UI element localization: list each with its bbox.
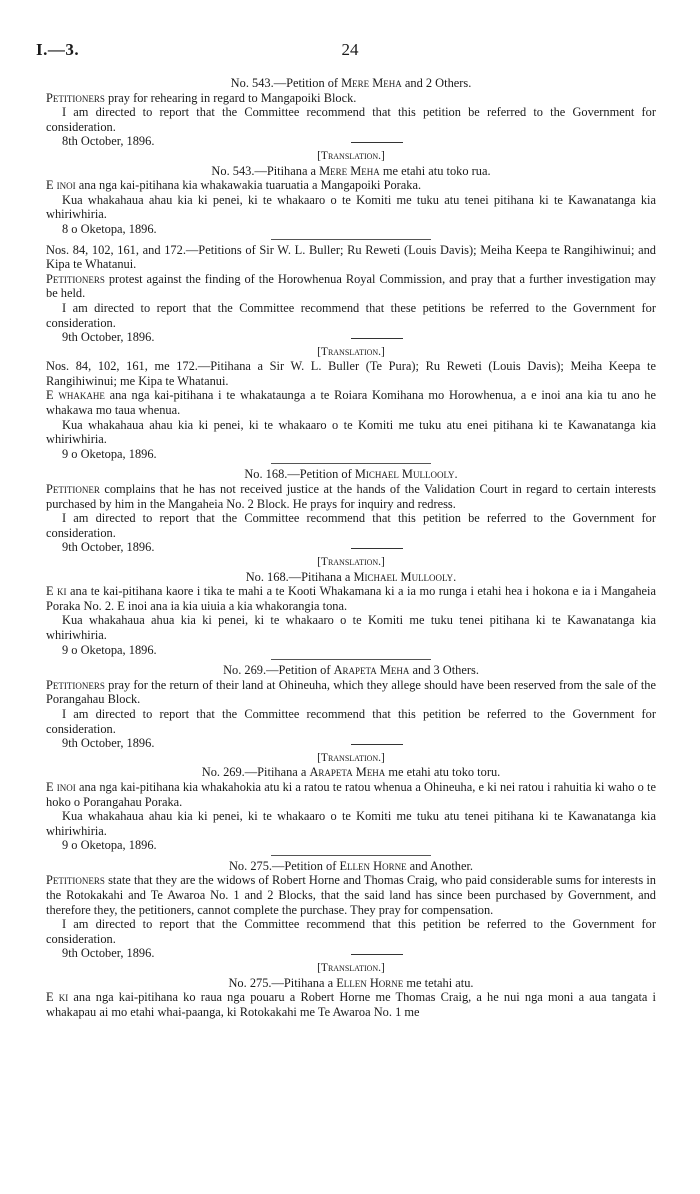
summary-lead-word: Petitioner	[46, 482, 100, 497]
petition-summary	[46, 178, 656, 193]
summary-lead-word: Petitioners	[46, 90, 105, 105]
translation-label: [Translation.]	[317, 556, 385, 568]
summary-text: pray for the return of their land at Ohineuha, which they allege should have been reserved from the sale of the Porangahau Block.	[46, 677, 656, 707]
paper-reference: I.—3.	[36, 40, 80, 59]
petition-title	[46, 765, 656, 780]
short-rule	[351, 744, 403, 745]
short-rule	[351, 954, 403, 955]
summary-lead-word: Petitioners	[46, 271, 105, 286]
petition-summary	[46, 780, 656, 809]
report-date: 9th October, 1896.	[62, 540, 155, 555]
petition-title	[46, 570, 656, 585]
report-date: 9th October, 1896.	[62, 330, 155, 345]
date-line	[46, 946, 656, 961]
summary-lead-word: E inoi	[46, 178, 76, 193]
date-line	[46, 643, 656, 658]
petition-title-prefix: No. 543.—Petition of	[230, 76, 342, 90]
petition-title-prefix: No. 168.—Pitihana a	[245, 569, 354, 584]
petition-section	[46, 663, 656, 751]
summary-lead-word: E ki	[46, 990, 69, 1005]
petition-title-suffix: .	[454, 467, 458, 482]
date-line	[46, 838, 656, 853]
translation-label: [Translation.]	[317, 149, 385, 162]
petition-section	[46, 149, 656, 240]
summary-lead-word: E ki	[46, 584, 67, 599]
report-date: 9 o Oketopa, 1896.	[62, 446, 157, 461]
petitioner-name: Arapeta Meha	[333, 663, 410, 678]
section-divider	[271, 239, 431, 240]
petition-section	[46, 345, 656, 465]
petitioner-name: Arapeta Meha	[309, 765, 386, 780]
page-header	[36, 40, 664, 64]
committee-report: I am directed to report that the Committee recommend that this petition be referred to the Government for consideration.	[46, 706, 656, 736]
report-date: 8 o Oketopa, 1896.	[62, 221, 157, 236]
summary-text: ana nga kai-pitihana kia whakahokia atu ki a ratou te ratou whenua a Ohineuha, e ki nei ratou i rahuitia ki waho o te hoko o Porangahau Poraka.	[46, 779, 656, 809]
date-line	[46, 330, 656, 345]
committee-report: Kua whakahaua ahau kia ki penei, ki te whakaaro o te Komiti me tuku atu tenei pitihana ki te Kawanatanga kia whiriwhiria.	[46, 192, 656, 222]
summary-text: pray for rehearing in regard to Mangapoiki Block.	[104, 90, 357, 105]
report-date: 9 o Oketopa, 1896.	[62, 642, 157, 657]
petitioner-name: Michael Mullooly	[354, 467, 455, 482]
petition-summary	[46, 990, 656, 1019]
summary-lead-word: Petitioners	[46, 873, 105, 888]
short-rule	[351, 338, 403, 339]
petition-title-suffix: and 2 Others.	[401, 76, 472, 90]
petition-title-suffix: and Another.	[406, 858, 473, 873]
petition-title	[46, 164, 656, 179]
summary-text: ana nga kai-pitihana i te whakataunga a te Roiara Komihana mo Horowhenua, a e inoi ana kia tu ano he whakawa mo taua whenua.	[46, 388, 656, 418]
section-divider	[271, 463, 431, 464]
summary-lead-word: E whakahe	[46, 388, 105, 403]
summary-lead-word: E inoi	[46, 779, 76, 794]
committee-report: Kua whakahaua ahau kia ki penei, ki te whakaaro o te Komiti me tuku atu enei pitihana ki te Kawanatanga kia whiriwhiria.	[46, 417, 656, 447]
report-date: 8th October, 1896.	[62, 134, 155, 149]
petition-title-text: Nos. 84, 102, 161, me 172.—Pitihana a Sir W. L. Buller (Te Pura); Ru Reweti (Louis Davis); Meiha Keepa te Rangihiwinui; me Kipa te Whatanui.	[46, 359, 656, 388]
translation-label: [Translation.]	[317, 962, 385, 975]
petition-title-text: Nos. 84, 102, 161, and 172.—Petitions of Sir W. L. Buller; Ru Reweti (Louis Davis); Meiha Keepa te Rangihiwinui; and Kipa te Whatanui.	[46, 242, 656, 272]
petition-title-prefix: No. 275.—Pitihana a	[228, 975, 337, 990]
petition-title-suffix: me tetahi atu.	[403, 975, 474, 990]
petition-title-prefix: No. 275.—Petition of	[228, 858, 340, 873]
translation-label: [Translation.]	[317, 751, 385, 764]
petition-summary	[46, 388, 656, 417]
report-date: 9 o Oketopa, 1896.	[62, 838, 157, 853]
section-divider	[271, 659, 431, 660]
translation-label: [Translation.]	[317, 345, 385, 358]
date-line	[46, 736, 656, 751]
petition-title	[46, 359, 656, 388]
page-number: 24	[341, 40, 359, 59]
date-line	[46, 222, 656, 237]
summary-text: ana nga kai-pitihana kia whakawakia tuaruatia a Mangapoiki Poraka.	[75, 178, 422, 193]
petition-summary	[46, 873, 656, 917]
petition-title-prefix: No. 168.—Petition of	[244, 467, 355, 482]
petition-title	[46, 663, 656, 678]
petition-section	[46, 859, 656, 961]
committee-report: Kua whakahaua ahua kia ki penei, ki te whakaaro o te Komiti me tuku tenei pitihana ki te Kawanatanga kia whiriwhiria.	[46, 613, 656, 642]
petition-summary	[46, 678, 656, 707]
petition-title-suffix: me etahi atu toko toru.	[385, 765, 501, 780]
date-line	[46, 134, 656, 149]
petitioner-name: Mere Meha	[341, 76, 402, 90]
committee-report: I am directed to report that the Committee recommend that this petition be referred to the Government for consideration.	[46, 917, 656, 946]
petition-title	[46, 243, 656, 272]
summary-text: complains that he has not received justice at the hands of the Validation Court in regard to certain interests purchased by him in the Mangaheia No. 2 Block. He prays for inquiry and redress.	[46, 482, 656, 511]
petition-title-suffix: .	[453, 569, 457, 584]
report-date: 9th October, 1896.	[62, 736, 155, 751]
short-rule	[351, 548, 403, 549]
document-body	[46, 76, 656, 1019]
committee-report: I am directed to report that the Committee recommend that this petition be referred to the Government for consideration.	[46, 511, 656, 540]
petition-section	[46, 961, 656, 1019]
committee-report: I am directed to report that the Committee recommend that these petitions be referred to the Government for consideration.	[46, 300, 656, 330]
petition-section	[46, 467, 656, 555]
petition-summary	[46, 584, 656, 613]
petition-title	[46, 976, 656, 991]
date-line	[46, 447, 656, 462]
petition-section	[46, 555, 656, 660]
petition-title-prefix: No. 269.—Pitihana a	[201, 765, 310, 780]
petition-title-prefix: No. 543.—Pitihana a	[211, 163, 320, 178]
petitioner-name: Ellen Horne	[339, 858, 407, 873]
petition-title-prefix: No. 269.—Petition of	[223, 663, 334, 678]
committee-report: Kua whakahaua ahau kia ki penei, ki te whakaaro o te Komiti me tuku atu tenei pitihana ki te Kawanatanga kia whiriwhiria.	[46, 809, 656, 838]
summary-lead-word: Petitioners	[46, 677, 105, 692]
report-date: 9th October, 1896.	[62, 946, 155, 961]
petitioner-name: Mere Meha	[319, 163, 380, 178]
petition-title	[46, 859, 656, 874]
petition-title-suffix: me etahi atu toko rua.	[379, 163, 491, 178]
petition-section	[46, 243, 656, 345]
petition-section	[46, 76, 656, 149]
petitioner-name: Ellen Horne	[336, 975, 404, 990]
short-rule	[351, 142, 403, 143]
petition-section	[46, 751, 656, 856]
petition-summary	[46, 91, 656, 106]
date-line	[46, 540, 656, 555]
petition-title-suffix: and 3 Others.	[409, 663, 479, 678]
petition-title	[46, 467, 656, 482]
section-divider	[271, 855, 431, 856]
petition-summary	[46, 482, 656, 511]
summary-text: protest against the finding of the Horowhenua Royal Commission, and pray that a further investigation may be held.	[46, 271, 656, 301]
committee-report: I am directed to report that the Committee recommend that this petition be referred to the Government for consideration.	[46, 105, 656, 134]
summary-text: ana nga kai-pitihana ko raua nga pouaru a Robert Horne me Thomas Craig, a he nui nga moni a aua tangata i whakapau ai mo etahi whai-paanga, ki Rotokakahi me Te Awaroa No. 1 me	[46, 990, 656, 1019]
summary-text: state that they are the widows of Robert Horne and Thomas Craig, who paid considerable sums for interests in the Rotokakahi and Te Awaroa No. 1 and 2 Blocks, that the said land has since been purchased by Government, and therefore they, the petitioners, cannot complete the purchase. They pray for compensation.	[46, 873, 656, 917]
petition-title	[46, 76, 656, 91]
petitioner-name: Michael Mullooly	[353, 569, 454, 584]
summary-text: ana te kai-pitihana kaore i tika te mahi a te Kooti Whakamana ki a ia mo runga i etahi hea i hokona e ia i Mangaheia Poraka No. 2. E inoi ana ia kia uiuia a kia whakorangia tona.	[46, 584, 656, 613]
petition-summary	[46, 272, 656, 301]
